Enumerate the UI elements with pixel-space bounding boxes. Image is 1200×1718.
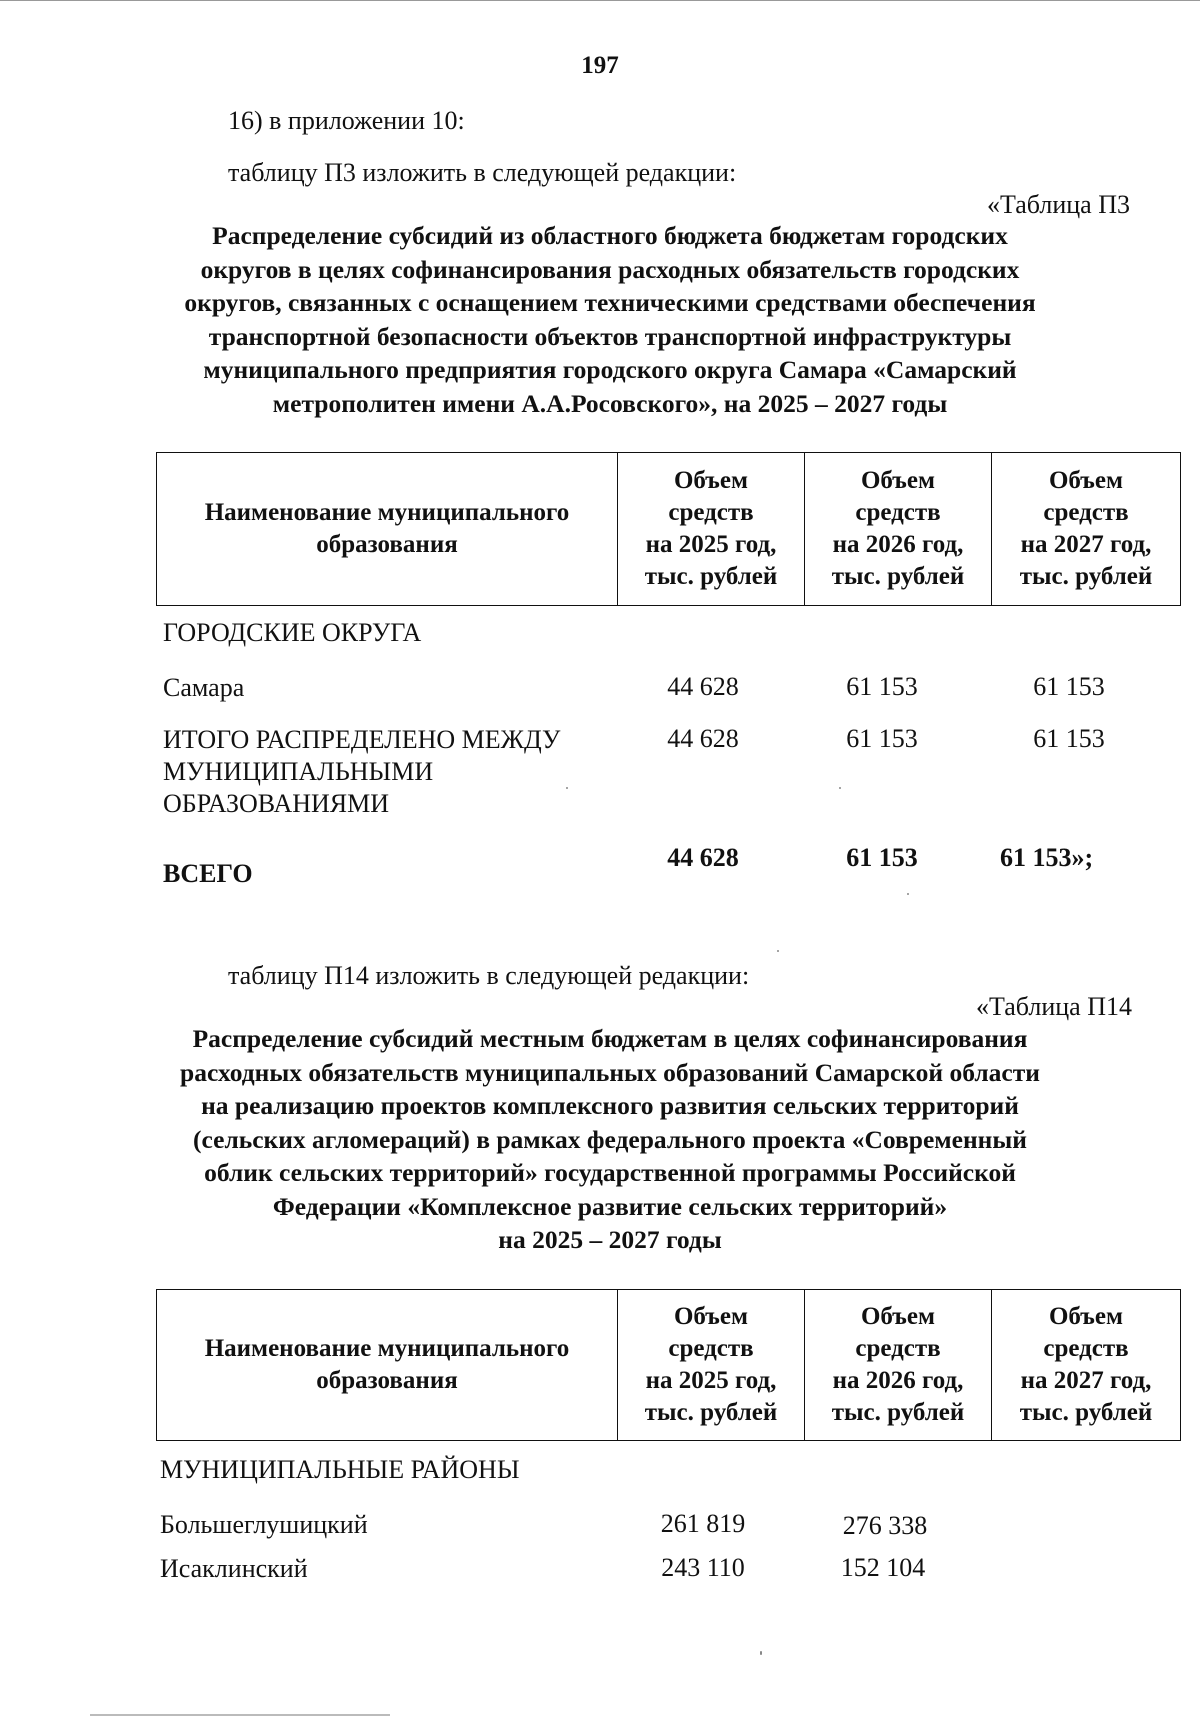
scan-top-edge (0, 0, 1200, 1)
title-line: на реализацию проектов комплексного развития сельских территорий (201, 1091, 1019, 1120)
title-line: облик сельских территорий» государственной программы Российской (204, 1158, 1016, 1187)
title-line: расходных обязательств муниципальных образований Самарской области (180, 1057, 1040, 1087)
scan-speck (839, 787, 841, 789)
row-name-itogo: ИТОГО РАСПРЕДЕЛЕНО МЕЖДУ МУНИЦИПАЛЬНЫМИ ОБРАЗОВАНИЯМИ (163, 725, 561, 818)
header-year-2027: Объем средств на 2027 год, тыс. рублей (992, 453, 1181, 606)
section-city-districts: ГОРОДСКИЕ ОКРУГА (163, 618, 422, 647)
scan-bottom-smudge (90, 1714, 390, 1716)
row-name-samara: Самара (163, 673, 245, 702)
row-total-2027: 61 153»; (1000, 843, 1094, 872)
row-name-total: ВСЕГО (163, 859, 253, 888)
page-number: 197 (581, 52, 619, 79)
row-itogo-2026: 61 153 (846, 724, 918, 753)
row-samara-2026: 61 153 (846, 672, 918, 701)
header-year-2026: Объем средств на 2026 год, тыс. рублей (805, 1290, 992, 1441)
row-name-isaklinsky: Исаклинский (160, 1554, 308, 1583)
intro-item: 16) в приложении 10: (228, 106, 465, 135)
title-line: (сельских агломераций) в рамках федерального проекта «Современный (193, 1124, 1027, 1154)
header-name-col: Наименование муниципального образования (157, 453, 618, 606)
row-samara-2027: 61 153 (1033, 672, 1105, 701)
row-samara-2025: 44 628 (667, 672, 739, 701)
instruction-p14: таблицу П14 изложить в следующей редакции: (228, 961, 750, 990)
table-p3-ref: «Таблица П3 (987, 190, 1130, 219)
row-isaklinsky-2026: 152 104 (840, 1553, 926, 1582)
title-line: на 2025 – 2027 годы (498, 1225, 722, 1254)
title-line: Распределение субсидий из областного бюджета бюджетам городских (212, 221, 1008, 250)
scan-speck (907, 893, 909, 895)
row-bolsheglushitsky-2025: 261 819 (660, 1509, 746, 1538)
table-p3-header (156, 452, 1181, 606)
title-line: метрополитен имени А.А.Росовского», на 2025 – 2027 годы (272, 388, 948, 418)
header-year-2025: Объем средств на 2025 год, тыс. рублей (618, 1290, 805, 1441)
table-p14-ref: «Таблица П14 (976, 992, 1132, 1021)
row-isaklinsky-2025: 243 110 (661, 1553, 745, 1582)
header-year-2025: Объем средств на 2025 год, тыс. рублей (618, 453, 805, 606)
row-bolsheglushitsky-2026: 276 338 (842, 1511, 928, 1540)
header-year-2026: Объем средств на 2026 год, тыс. рублей (805, 453, 992, 606)
header-year-2027: Объем средств на 2027 год, тыс. рублей (992, 1290, 1181, 1441)
section-municipal-districts: МУНИЦИПАЛЬНЫЕ РАЙОНЫ (160, 1455, 520, 1484)
title-line: округов в целях софинансирования расходных обязательств городских (200, 254, 1020, 284)
row-itogo-2025: 44 628 (667, 724, 739, 753)
title-line: Федерации «Комплексное развитие сельских территорий» (272, 1191, 948, 1221)
row-total-2025: 44 628 (667, 843, 739, 872)
table-p14-title (130, 1022, 1090, 1257)
title-line: транспортной безопасности объектов транспортной инфраструктуры (208, 321, 1012, 351)
title-line: округов, связанных с оснащением техническими средствами обеспечения (184, 288, 1036, 317)
row-itogo-2027: 61 153 (1033, 724, 1105, 753)
header-name-col: Наименование муниципального образования (157, 1290, 618, 1441)
row-name-bolsheglushitsky: Большеглушицкий (160, 1510, 368, 1539)
scan-speck (777, 950, 779, 952)
table-p14-header (156, 1289, 1181, 1441)
scan-speck (760, 1651, 762, 1655)
row-total-2026: 61 153 (846, 843, 918, 872)
scan-speck (566, 787, 568, 789)
instruction-p3: таблицу П3 изложить в следующей редакции: (228, 158, 737, 187)
table-p3-title (130, 219, 1090, 420)
title-line: муниципального предприятия городского округа Самара «Самарский (203, 355, 1017, 384)
title-line: Распределение субсидий местным бюджетам в целях софинансирования (192, 1024, 1028, 1053)
